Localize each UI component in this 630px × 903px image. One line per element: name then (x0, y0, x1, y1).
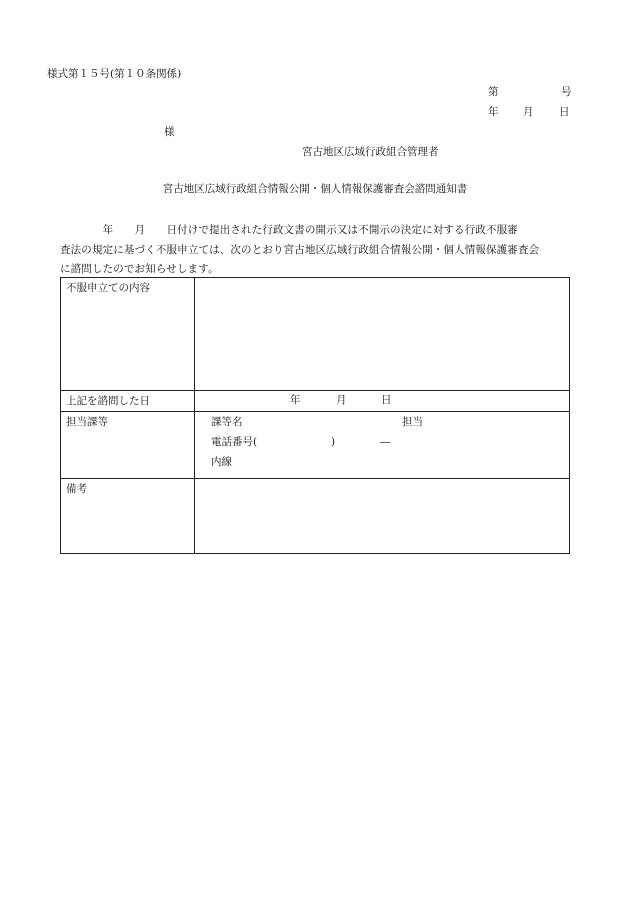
department-name-label: 課等名 (211, 416, 243, 428)
body-line: 年 月 日付けで提出された行政文書の開示又は不開示の決定に対する行政不服審 (60, 224, 518, 236)
date-label: 上記を諮問した日 (61, 391, 195, 412)
consult-date-year: 年 (290, 394, 301, 406)
phone-number-label: 電話番号( (211, 436, 258, 448)
body-paragraph (60, 221, 600, 280)
body-line: に諮問したのでお知らせします。 (60, 263, 219, 275)
notes-value-cell[interactable] (195, 479, 570, 554)
issue-date-year: 年 (488, 106, 499, 118)
form-number: 様式第１５号(第１０条関係) (47, 68, 182, 80)
sender-name: 宮古地区広域行政組合管理者 (302, 146, 439, 158)
contact-label: 担当課等 (61, 412, 195, 479)
table-row-notes (61, 479, 570, 554)
consult-date-cell[interactable] (195, 391, 570, 412)
notice-form-table (60, 277, 570, 554)
issue-date-day: 日 (559, 106, 570, 118)
recipient-honorific: 様 (164, 126, 175, 138)
table-row-contact (61, 412, 570, 479)
content-value-cell[interactable] (195, 278, 570, 391)
phone-dash: ― (380, 436, 391, 448)
content-label: 不服申立ての内容 (61, 278, 195, 391)
body-line: 査法の規定に基づく不服申立ては、次のとおり宮古地区広域行政組合情報公開・個人情報保護審査会 (60, 243, 540, 256)
document-title: 宮古地区広域行政組合情報公開・個人情報保護審査会諮問通知書 (162, 183, 468, 195)
doc-number-label: 第 (488, 86, 499, 98)
contact-cell[interactable] (195, 412, 570, 479)
person-in-charge-label: 担当 (402, 416, 423, 428)
consult-date-day: 日 (381, 394, 392, 406)
table-row-date (61, 391, 570, 412)
notes-label: 備考 (61, 479, 195, 554)
phone-paren-close: ) (331, 436, 336, 448)
issue-date-month: 月 (523, 106, 534, 118)
extension-label: 内線 (211, 456, 232, 468)
table-row-content (61, 278, 570, 391)
consult-date-month: 月 (336, 394, 347, 406)
doc-number-suffix: 号 (561, 86, 572, 98)
